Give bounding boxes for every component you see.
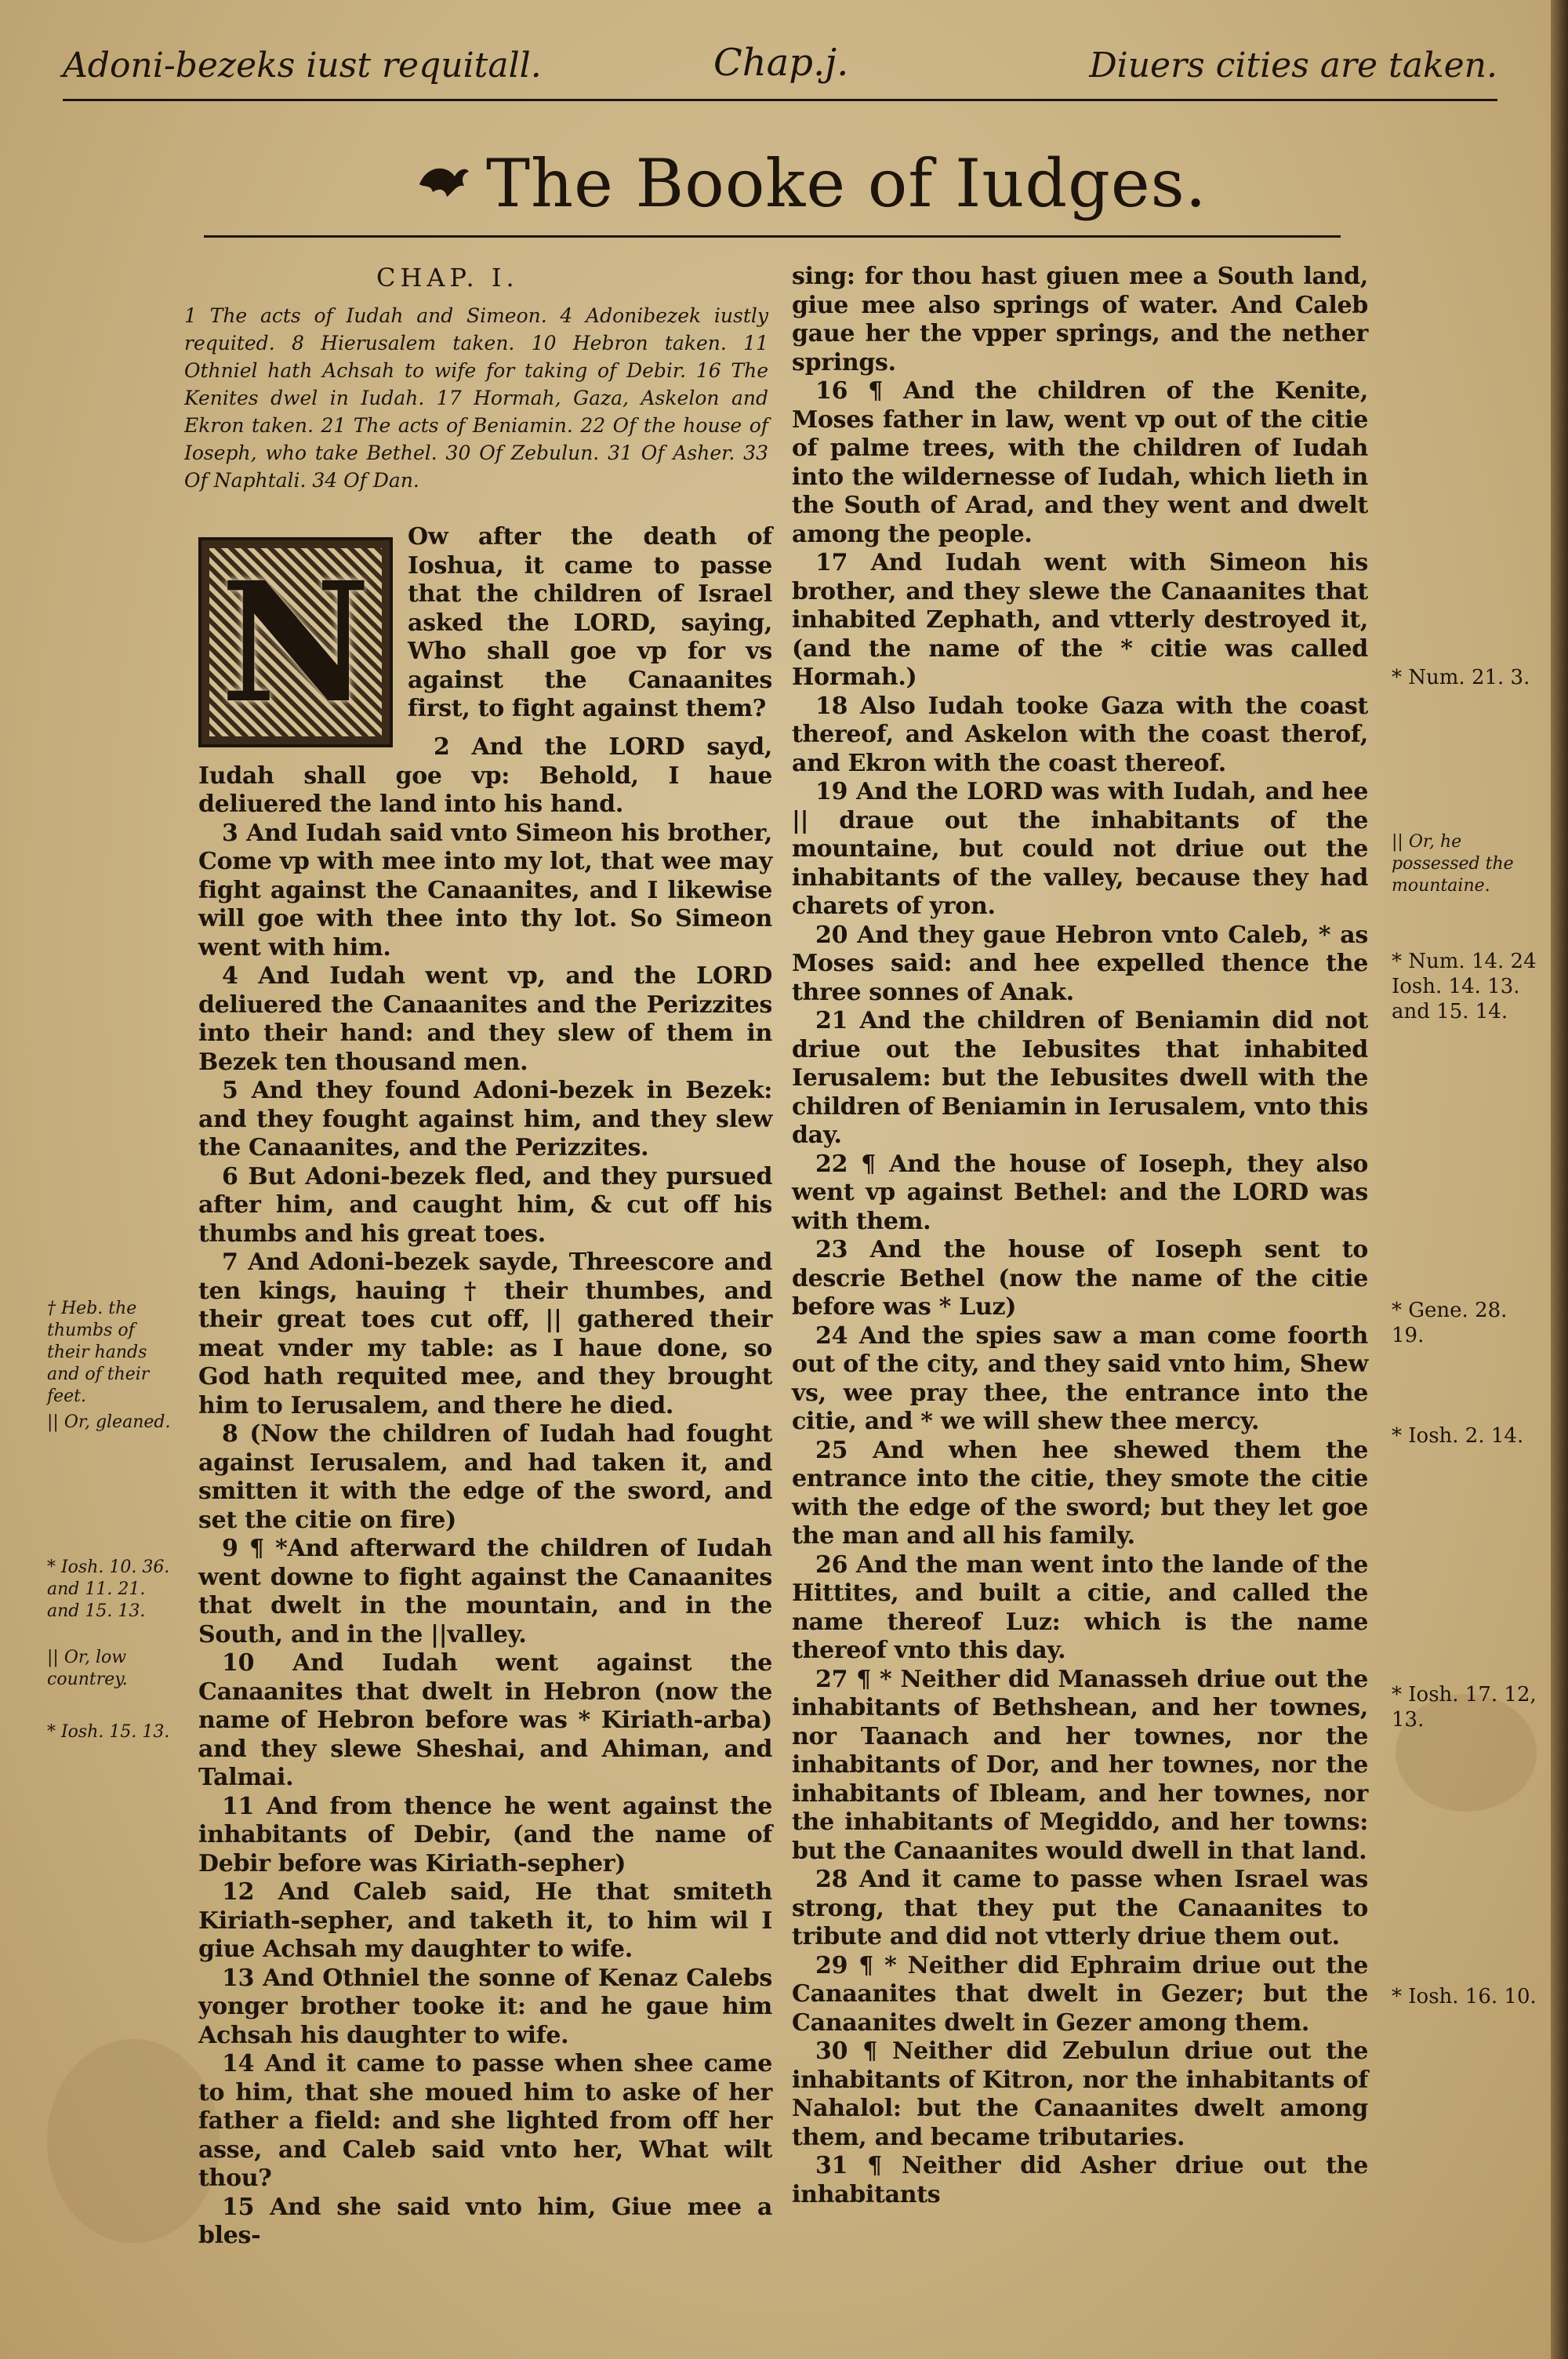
- verse-1: Ow after the death of Ioshua, it came to passe that the children of Israel asked the LORD, saying, Who shall goe vp for vs against the Canaanites first, to fight against them?: [408, 523, 772, 722]
- margin-note: * Iosh. 2. 14.: [1392, 1424, 1524, 1448]
- verse: 3 And Iudah said vnto Simeon his brother, Come vp with mee into my lot, that wee may fight against the Canaanites, and I likewise will goe with thee into thy lot. So Simeon went with him.: [198, 819, 772, 961]
- margin-note: † Heb. the thumbs of their hands and of their feet.: [47, 1299, 150, 1406]
- verse: 27 ¶ * Neither did Manasseh driue out the inhabitants of Bethshean, and her townes, nor Taanach and her townes, nor the inhabitants of Dor, and her townes, nor the inhabitants of Ibleam, and her townes, nor the inhabitants of Megiddo, and her towns: but the Canaanites would dwell in that land.: [792, 1665, 1368, 1865]
- verse: 6 But Adoni-bezek fled, and they pursued after him, and caught him, & cut off his thumbs and his great toes.: [198, 1162, 772, 1248]
- verse: 20 And they gaue Hebron vnto Caleb, * as Moses said: and hee expelled thence the three sonnes of Anak.: [792, 921, 1368, 1006]
- verse: 15 And she said vnto him, Giue mee a bles-: [198, 2193, 772, 2249]
- opening-paragraph: [408, 523, 772, 724]
- verse: 31 ¶ Neither did Asher driue out the inhabitants: [792, 2152, 1368, 2208]
- chapter-summary: 1 The acts of Iudah and Simeon. 4 Adonibezek iustly requited. 8 Hierusalem taken. 10 Hebron taken. 11 Othniel hath Achsah to wife for taking of Debir. 16 The Kenites dwel in Iudah. 17 Hormah, Gaza, Askelon and Ekron taken. 21 The acts of Beniamin. 22 Of the house of Ioseph, who take Bethel. 30 Of Zebulun. 31 Of Asher. 33 Of Naphtali. 34 Of Dan.: [184, 304, 768, 492]
- verse: 2 And the LORD sayd, Iudah shall goe vp: Behold, I haue deliuered the land into his hand.: [198, 733, 772, 818]
- verse: 29 ¶ * Neither did Ephraim driue out the Canaanites that dwelt in Gezer; but the Canaanites dwelt in Gezer among them.: [792, 1951, 1368, 2037]
- verse: 9 ¶ *And afterward the children of Iudah went downe to fight against the Canaanites that dwelt in the mountain, and in the South, and in the ||valley.: [198, 1535, 772, 1648]
- margin-note: || Or, gleaned.: [47, 1412, 171, 1432]
- margin-note: * Gene. 28. 19.: [1392, 1299, 1508, 1347]
- verse: 21 And the children of Beniamin did not driue out the Iebusites that inhabited Ierusalem: but the Iebusites dwell with the children of Beniamin in Ierusalem, vnto this day.: [792, 1007, 1368, 1149]
- title-rule: [204, 235, 1341, 238]
- verse: 28 And it came to passe when Israel was strong, that they put the Canaanites to tribute and did not vtterly driue them out.: [792, 1866, 1368, 1950]
- water-stain: [47, 2039, 220, 2243]
- fleuron-ornament-icon: [416, 161, 470, 202]
- verse: 16 ¶ And the children of the Kenite, Moses father in law, went vp out of the citie of palme trees, with the children of Iudah into the wildernesse of Iudah, which lieth in the South of Arad, and they went and dwelt among the people.: [792, 377, 1368, 548]
- left-column: [198, 733, 772, 2251]
- chapter-heading: CHAP. I.: [376, 263, 519, 293]
- verse: 18 Also Iudah tooke Gaza with the coast thereof, and Askelon with the coast therof, and Ekron with the coast thereof.: [792, 692, 1368, 777]
- verse: 11 And from thence he went against the inhabitants of Debir, (and the name of Debir before was Kiriath-sepher): [198, 1792, 772, 1877]
- verse: 17 And Iudah went with Simeon his brother, and they slewe the Canaanites that inhabited Zephath, and vtterly destroyed it, (and the name of the * citie was called Hormah.): [792, 549, 1368, 691]
- running-head: [63, 41, 1497, 100]
- verse: 19 And the LORD was with Iudah, and hee || draue out the inhabitants of the mountaine, but could not driue out the inhabitants of the valley, because they had charets of yron.: [792, 778, 1368, 920]
- verse: 14 And it came to passe when shee came to him, that she moued him to aske of her father a field: and she lighted from off her asse, and Caleb said vnto her, What wilt thou?: [198, 2050, 772, 2192]
- verse: 8 (Now the children of Iudah had fought against Ierusalem, and had taken it, and smitten it with the edge of the sword, and set the citie on fire): [198, 1420, 772, 1534]
- verse: 13 And Othniel the sonne of Kenaz Calebs yonger brother tooke it: and he gaue him Achsah his daughter to wife.: [198, 1964, 772, 2049]
- verse: 5 And they found Adoni-bezek in Bezek: and they fought against him, and they slew the Canaanites, and the Perizzites.: [198, 1077, 772, 1161]
- book-title: The Booke of Iudges.: [486, 145, 1207, 222]
- margin-note: * Num. 14. 24 Iosh. 14. 13. and 15. 14.: [1392, 950, 1537, 1023]
- header-rule: [63, 99, 1497, 101]
- verse: 10 And Iudah went against the Canaanites that dwelt in Hebron (now the name of Hebron before was * Kiriath-arba) and they slewe Sheshai, and Ahiman, and Talmai.: [198, 1649, 772, 1791]
- verse: 23 And the house of Ioseph sent to descrie Bethel (now the name of the citie before was * Luz): [792, 1236, 1368, 1321]
- decorated-initial-letter: N: [220, 545, 371, 740]
- verse: 22 ¶ And the house of Ioseph, they also went vp against Bethel: and the LORD was with them.: [792, 1150, 1368, 1235]
- book-edge: [1551, 0, 1568, 2359]
- running-head-chapter: Chap.j.: [713, 41, 849, 85]
- verse: 12 And Caleb said, He that smiteth Kiriath-sepher, and taketh it, to him wil I giue Achsah my daughter to wife.: [198, 1878, 772, 1963]
- margin-note: * Iosh. 17. 12, 13.: [1392, 1683, 1537, 1732]
- margin-note: * Iosh. 16. 10.: [1392, 1985, 1537, 2008]
- margin-note: || Or, he possessed the mountaine.: [1392, 832, 1514, 896]
- margin-note: * Iosh. 10. 36. and 11. 21. and 15. 13.: [47, 1558, 170, 1621]
- margin-note: * Iosh. 15. 13.: [47, 1722, 170, 1742]
- verse: 7 And Adoni-bezek sayde, Threescore and ten kings, hauing † their thumbes, and their great toes cut off, || gathered their meat vnder my table: as I haue done, so God hath requited mee, and they brought him to Ierusalem, and there he died.: [198, 1249, 772, 1419]
- margin-note: || Or, low countrey.: [47, 1648, 128, 1689]
- margin-note: * Num. 21. 3.: [1392, 666, 1530, 689]
- verse: 26 And the man went into the lande of the Hittites, and built a citie, and called the name thereof Luz: which is the name thereof vnto this day.: [792, 1550, 1368, 1664]
- verse: 24 And the spies saw a man come foorth out of the city, and they said vnto him, Shew vs, wee pray thee, the entrance into the citie, and * we will shew thee mercy.: [792, 1321, 1368, 1435]
- verse: sing: for thou hast giuen mee a South land, giue mee also springs of water. And Caleb gaue her the vpper springs, and the nether springs.: [792, 263, 1368, 376]
- decorated-initial: [198, 537, 393, 747]
- right-column: [792, 263, 1368, 2209]
- running-head-left: Adoni-bezeks iust requitall.: [63, 45, 542, 85]
- verse: 30 ¶ Neither did Zebulun driue out the inhabitants of Kitron, nor the inhabitants of Nahalol: but the Canaanites dwelt among them, and became tributaries.: [792, 2037, 1368, 2151]
- verse: 25 And when hee shewed them the entrance into the citie, they smote the citie with the edge of the sword; but they let goe the man and all his family.: [792, 1436, 1368, 1550]
- running-head-right: Diuers cities are taken.: [1089, 45, 1497, 85]
- verse: 4 And Iudah went vp, and the LORD deliuered the Canaanites and the Perizzites into their hand: and they slew of them in Bezek ten thousand men.: [198, 962, 772, 1076]
